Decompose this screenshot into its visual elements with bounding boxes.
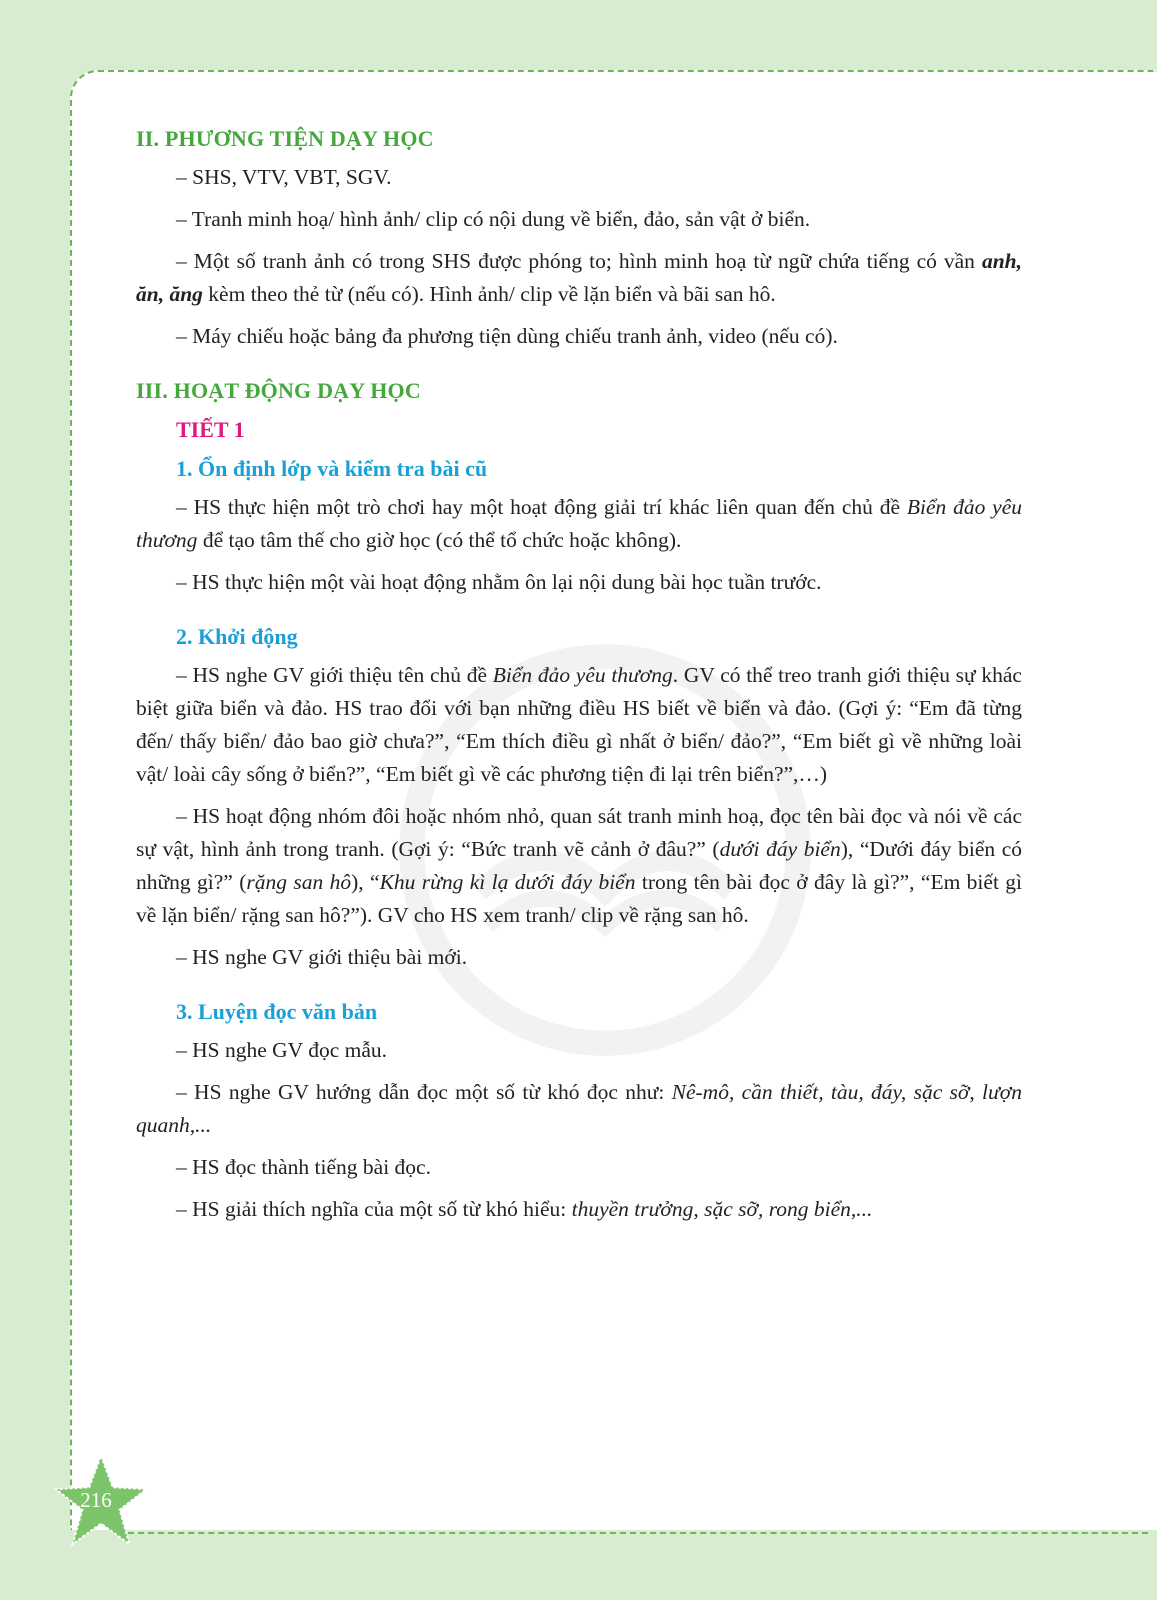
page-content [136, 122, 1022, 1235]
materials-item-4: – Máy chiếu hoặc bảng đa phương tiện dùng chiếu tranh ảnh, video (nếu có). [176, 324, 838, 348]
materials-item-3-rhymes: anh, ăn, ăng [136, 249, 1022, 306]
part2-p2-b: ), “Dưới đáy biển có những gì?” ( [136, 837, 1023, 894]
part2-p2-i1: dưới đáy biển [719, 837, 841, 861]
part2-p2-c: ), “ [351, 870, 380, 894]
part3-paragraph-3: – HS đọc thành tiếng bài đọc. [176, 1155, 431, 1179]
part2-p1-topic: Biển đảo yêu thương [492, 663, 673, 687]
page-number: 216 [80, 1488, 112, 1512]
part3-paragraph-2 [136, 1076, 1022, 1142]
materials-item-1: – SHS, VTV, VBT, SGV. [176, 165, 392, 189]
part3-paragraph-1: – HS nghe GV đọc mẫu. [176, 1038, 388, 1062]
part3-p4-text: – HS giải thích nghĩa của một số từ khó hiểu: [176, 1197, 572, 1221]
materials-item-2: – Tranh minh hoạ/ hình ảnh/ clip có nội dung về biển, đảo, sản vật ở biển. [176, 207, 811, 231]
materials-item-3 [136, 245, 1022, 311]
part1-heading: 1. Ổn định lớp và kiểm tra bài cũ [176, 456, 488, 481]
part2-paragraph-2 [136, 800, 1022, 932]
part2-p2-i3: Khu rừng kì lạ dưới đáy biển [379, 870, 636, 894]
part3-p4-words: thuyền trưởng, sặc sỡ, rong biển,... [571, 1197, 873, 1221]
part1-paragraph-2: – HS thực hiện một vài hoạt động nhằm ôn lại nội dung bài học tuần trước. [176, 570, 822, 594]
part1-p1-topic: Biển đảo yêu thương [136, 495, 1022, 552]
bottom-dashed-border [128, 1532, 1148, 1534]
part3-heading: 3. Luyện đọc văn bản [176, 999, 378, 1024]
materials-item-3-text-end: kèm theo thẻ từ (nếu có). Hình ảnh/ clip về lặn biển và bãi san hô. [202, 282, 776, 306]
part2-paragraph-3: – HS nghe GV giới thiệu bài mới. [176, 945, 468, 969]
part2-p2-a: – HS hoạt động nhóm đôi hoặc nhóm nhỏ, quan sát tranh minh hoạ, đọc tên bài đọc và nói về các sự vật, hình ảnh trong tranh. (Gợi ý: “Bức tranh vẽ cảnh ở đâu?” ( [136, 804, 1022, 861]
part3-p2-text: – HS nghe GV hướng dẫn đọc một số từ khó đọc như: [176, 1080, 672, 1104]
period-heading: TIẾT 1 [176, 417, 245, 442]
part2-heading: 2. Khởi động [176, 624, 298, 649]
part2-paragraph-1 [136, 659, 1022, 791]
section-heading-activities: III. HOẠT ĐỘNG DẠY HỌC [136, 378, 421, 403]
part2-p2-i2: rặng san hô [246, 870, 352, 894]
section-heading-materials: II. PHƯƠNG TIỆN DẠY HỌC [136, 126, 434, 151]
part3-p2-words: Nê-mô, cần thiết, tàu, đáy, sặc sỡ, lượn quanh,... [136, 1080, 1022, 1137]
part2-p2-d: trong tên bài đọc ở đây là gì?”, “Em biết gì về lặn biển/ rặng san hô?”). GV cho HS xem tranh/ clip về rặng san hô. [136, 870, 1023, 927]
part1-p1-text-end: để tạo tâm thế cho giờ học (có thể tổ chức hoặc không). [197, 528, 682, 552]
part1-paragraph-1 [136, 491, 1022, 557]
part2-p1-text: – HS nghe GV giới thiệu tên chủ đề [176, 663, 493, 687]
materials-item-3-text: – Một số tranh ảnh có trong SHS được phóng to; hình minh hoạ từ ngữ chứa tiếng có vần [176, 249, 982, 273]
part2-p1-text-end: . GV có thể treo tranh giới thiệu sự khác biệt giữa biển và đảo. HS trao đổi với bạn những điều HS biết về biển và đảo. (Gợi ý: “Em đã từng đến/ thấy biển/ đảo bao giờ chưa?”, “Em thích điều gì nhất ở biển/ đảo?”, “Em biết gì về những loài vật/ loài cây sống ở biển?”, “Em biết gì về các phương tiện đi lại trên biển?”,…) [136, 663, 1022, 786]
part1-p1-text: – HS thực hiện một trò chơi hay một hoạt động giải trí khác liên quan đến chủ đề [176, 495, 907, 519]
part3-paragraph-4 [136, 1193, 1022, 1226]
